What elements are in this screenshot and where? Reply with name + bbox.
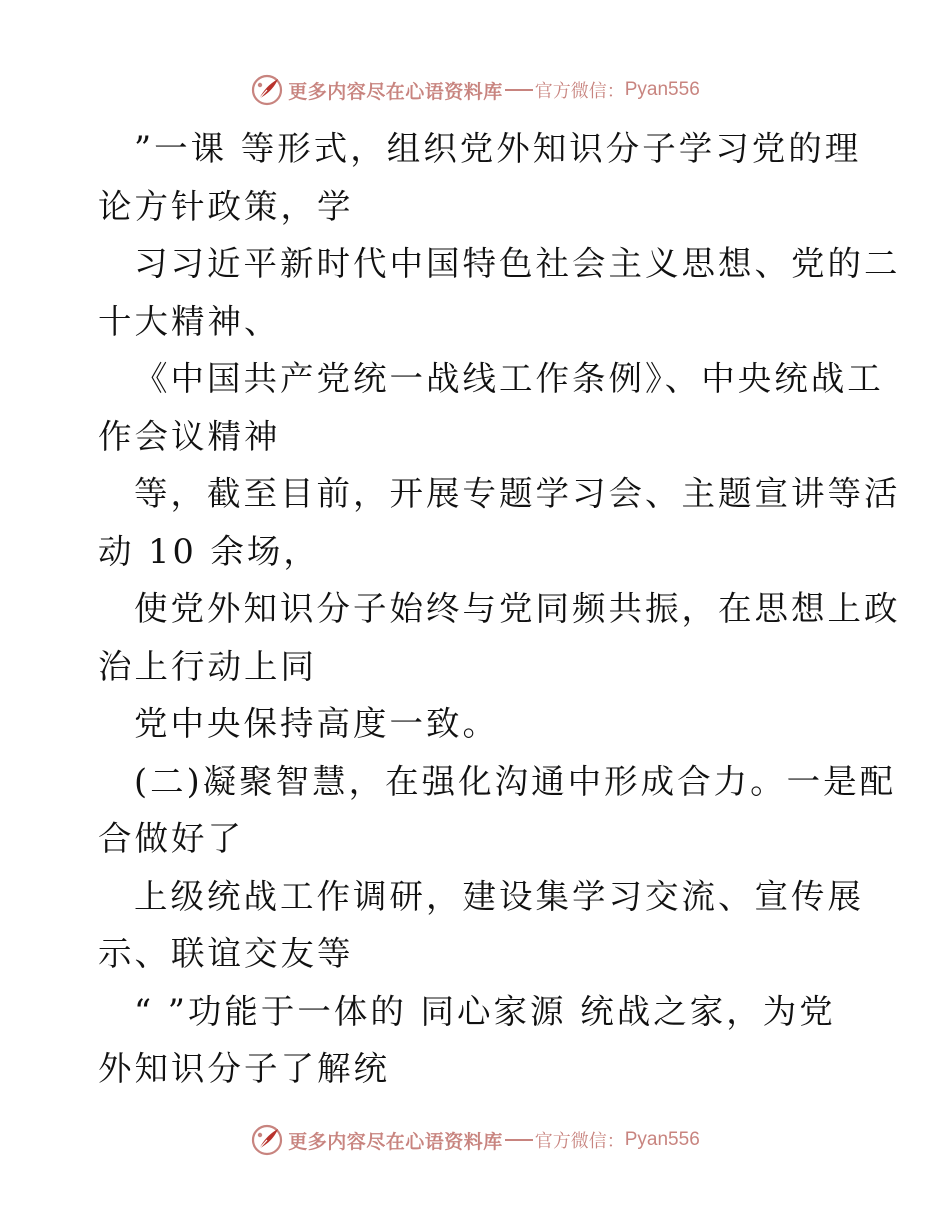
text-line: 外知识分子了解统: [98, 1049, 390, 1088]
feather-pen-logo-icon: [250, 73, 284, 107]
footer-banner: [0, 1120, 950, 1160]
text-line: 合做好了: [98, 819, 244, 858]
text-line: 习习近平新时代中国特色社会主义思想、党的二: [134, 244, 901, 283]
text-line: 示、联谊交友等: [98, 934, 354, 973]
text-line: 论方针政策，学: [98, 186, 354, 226]
banner-wechat-id: Pyan556: [624, 1129, 700, 1150]
text-line: 党中央保持高度一致。: [134, 704, 499, 743]
banner-brand-text: 更多内容尽在心语资料库: [288, 1130, 503, 1153]
text-line: ”一课 等形式，组织党外知识分子学习党的理: [134, 129, 862, 168]
banner-wechat-label: 官方微信：: [534, 1131, 625, 1152]
banner-brand-text: 更多内容尽在心语资料库: [288, 80, 503, 103]
banner-wechat-id: Pyan556: [624, 79, 700, 100]
text-line: (二)凝聚智慧，在强化沟通中形成合力。一是配: [134, 761, 897, 801]
text-line: 等，截至目前，开展专题学习会、主题宣讲等活: [134, 474, 901, 513]
text-line: 上级统战工作调研，建设集学习交流、宣传展: [134, 876, 864, 916]
document-body: [98, 120, 901, 1098]
text-line: 治上行动上同: [98, 646, 317, 686]
banner-dash: [505, 1139, 533, 1141]
header-banner: [0, 70, 950, 110]
text-line: “ ”功能于一体的 同心家源 统战之家，为党: [134, 991, 836, 1031]
feather-pen-logo-icon: [250, 1123, 284, 1157]
text-line: 使党外知识分子始终与党同频共振，在思想上政: [134, 589, 901, 628]
banner-wechat-label: 官方微信：: [534, 81, 625, 102]
text-line: 《中国共产党统一战线工作条例》、中央统战工: [134, 359, 884, 398]
text-line: 十大精神、: [98, 301, 281, 341]
text-line: 作会议精神: [98, 416, 281, 456]
text-line: 动 10 余场，: [98, 531, 320, 571]
banner-dash: [505, 89, 533, 91]
